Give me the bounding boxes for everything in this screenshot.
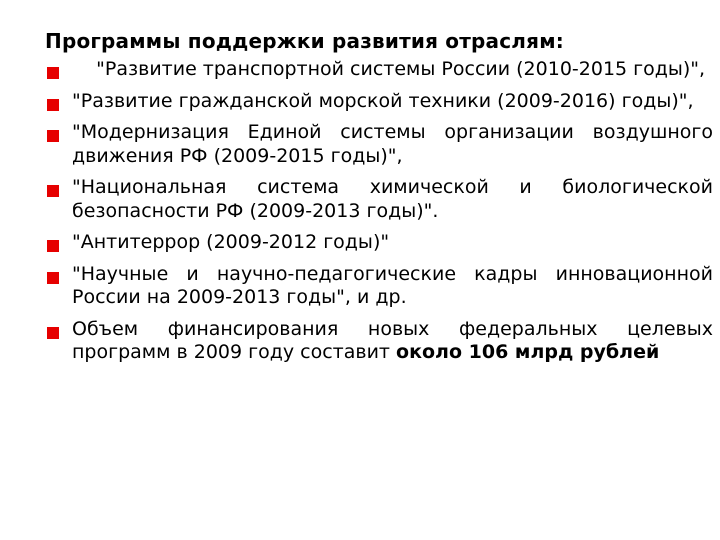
bullet-text: "Развитие гражданской морской техники (2009-2016) годы)",: [72, 89, 694, 112]
bullet-square-icon: [47, 272, 59, 284]
bullet-square-icon: [47, 130, 59, 142]
bullet-item-science-staff: [47, 263, 713, 310]
bullet-text: "Научные и научно-педагогические кадры инновационной России на 2009-2013 годы", и др.: [72, 262, 713, 308]
funding-amount: около 106 млрд рублей: [396, 341, 660, 363]
bullet-text: "Развитие транспортной системы России (2010-2015 годы)",: [72, 58, 706, 80]
slide-heading: Программы поддержки развития отраслям:: [45, 29, 564, 53]
bullet-text-funding: [72, 318, 713, 365]
bullet-square-icon: [47, 99, 59, 111]
bullet-square-icon: [47, 327, 59, 339]
bullet-text: "Антитеррор (2009-2012 годы)": [72, 231, 390, 253]
bullet-item-funding: [47, 318, 713, 365]
bullet-text: "Национальная система химической и биологической безопасности РФ (2009-2013 годы)".: [72, 176, 713, 222]
bullet-item-antiterror: [47, 231, 713, 255]
bullet-item-chem-bio: [47, 176, 713, 223]
bullet-square-icon: [47, 67, 59, 79]
bullet-item-air-traffic: [47, 121, 713, 168]
bullet-text: "Модернизация Единой системы организации воздушного движения РФ (2009-2015 годы)",: [72, 121, 713, 167]
bullet-square-icon: [47, 185, 59, 197]
bullet-item-transport: [47, 58, 713, 82]
bullet-square-icon: [47, 240, 59, 252]
funding-text: Объем финансирования новых федеральных целевых программ в 2009 году составит: [72, 317, 713, 363]
bullet-list: [47, 58, 713, 373]
bullet-item-marine: [47, 90, 713, 114]
